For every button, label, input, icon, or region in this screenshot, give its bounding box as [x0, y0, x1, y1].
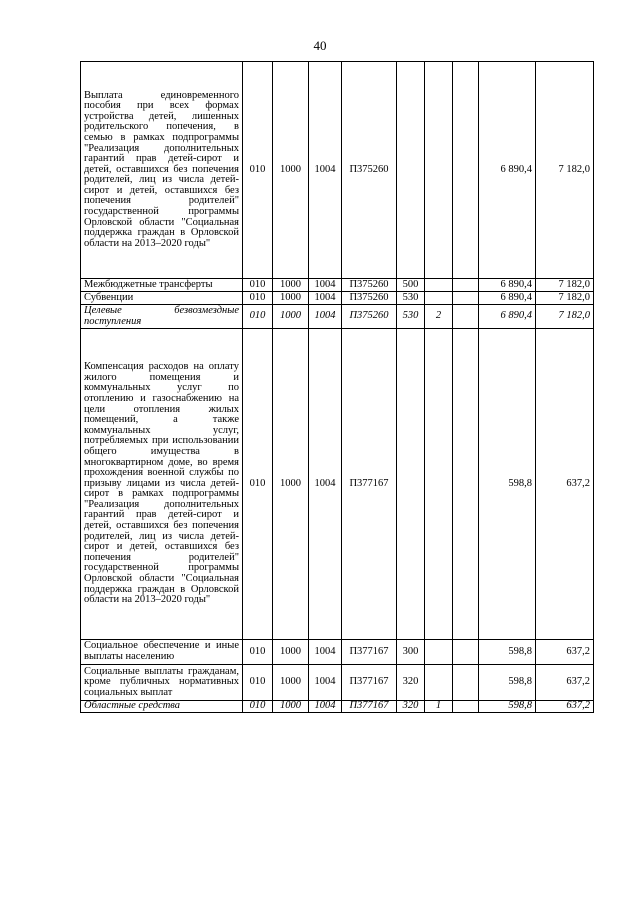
row-description: Областные средства [81, 701, 243, 713]
expense-type-code: 530 [397, 292, 425, 305]
funding-source-code [425, 292, 453, 305]
amount-year-2: 637,2 [536, 701, 594, 713]
amount-year-2: 7 182,0 [536, 279, 594, 292]
amount-year-1: 598,8 [479, 640, 536, 665]
funding-source-code: 1 [425, 701, 453, 713]
expense-type-code: 500 [397, 279, 425, 292]
target-article-code: П375260 [342, 279, 397, 292]
amount-year-1: 6 890,4 [479, 62, 536, 279]
ministry-code: 010 [243, 279, 273, 292]
amount-year-2: 7 182,0 [536, 305, 594, 329]
expense-type-code [397, 329, 425, 640]
target-article-code: П377167 [342, 665, 397, 701]
ministry-code: 010 [243, 701, 273, 713]
section-code: 1000 [273, 640, 309, 665]
subsection-code: 1004 [309, 292, 342, 305]
row-description: Социальное обеспечение и иные выплаты населению [81, 640, 243, 665]
amount-year-1: 598,8 [479, 701, 536, 713]
ministry-code: 010 [243, 665, 273, 701]
funding-source-code: 2 [425, 305, 453, 329]
target-article-code: П377167 [342, 701, 397, 713]
section-code: 1000 [273, 62, 309, 279]
subsection-code: 1004 [309, 701, 342, 713]
amount-year-1: 6 890,4 [479, 292, 536, 305]
table-row [81, 329, 594, 640]
subsection-code: 1004 [309, 279, 342, 292]
target-article-code: П377167 [342, 640, 397, 665]
funding-source-code [425, 279, 453, 292]
row-description: Субвенции [81, 292, 243, 305]
section-code: 1000 [273, 305, 309, 329]
amount-year-2: 637,2 [536, 640, 594, 665]
ministry-code: 010 [243, 62, 273, 279]
funding-source-code [425, 665, 453, 701]
subsection-code: 1004 [309, 62, 342, 279]
target-article-code: П375260 [342, 305, 397, 329]
extra-column [453, 62, 479, 279]
section-code: 1000 [273, 292, 309, 305]
extra-column [453, 279, 479, 292]
row-description: Социальные выплаты гражданам, кроме публичных нормативных социальных выплат [81, 665, 243, 701]
funding-source-code [425, 329, 453, 640]
ministry-code: 010 [243, 305, 273, 329]
section-code: 1000 [273, 701, 309, 713]
ministry-code: 010 [243, 640, 273, 665]
page-number: 40 [313, 38, 327, 53]
target-article-code: П375260 [342, 62, 397, 279]
amount-year-1: 6 890,4 [479, 305, 536, 329]
section-code: 1000 [273, 279, 309, 292]
table-row [81, 292, 594, 305]
ministry-code: 010 [243, 292, 273, 305]
row-description: Выплата единовременного пособия при всех формах устройства детей, лишенных родительского попечения, в семью в рамках подпрограммы "Реализация дополнительных гарантий прав детей-сирот и детей, оставшихся без попечения родителей, лиц из числа детей-сирот и детей, оставшихся без попечения родителей" государственной программы Орловской области "Социальная поддержка граждан в Орловской области на 2013–2020 годы" [81, 62, 243, 279]
extra-column [453, 665, 479, 701]
table-row [81, 640, 594, 665]
expense-type-code: 320 [397, 701, 425, 713]
subsection-code: 1004 [309, 329, 342, 640]
row-description: Межбюджетные трансферты [81, 279, 243, 292]
amount-year-1: 6 890,4 [479, 279, 536, 292]
amount-year-2: 7 182,0 [536, 62, 594, 279]
funding-source-code [425, 62, 453, 279]
amount-year-1: 598,8 [479, 665, 536, 701]
extra-column [453, 305, 479, 329]
section-code: 1000 [273, 665, 309, 701]
table-row [81, 305, 594, 329]
table-row [81, 62, 594, 279]
expense-type-code [397, 62, 425, 279]
expense-type-code: 320 [397, 665, 425, 701]
extra-column [453, 701, 479, 713]
amount-year-2: 637,2 [536, 329, 594, 640]
ministry-code: 010 [243, 329, 273, 640]
table-row [81, 701, 594, 713]
section-code: 1000 [273, 329, 309, 640]
extra-column [453, 292, 479, 305]
target-article-code: П375260 [342, 292, 397, 305]
subsection-code: 1004 [309, 640, 342, 665]
row-description: Компенсация расходов на оплату жилого помещения и коммунальных услуг по отоплению и газоснабжению на цели отопления жилых помещений, а также коммунальных услуг, потребляемых при использовании общего имущества в многоквартирном доме, во время прохождения военной службы по призыву лицами из числа детей-сирот в рамках подпрограммы "Реализация дополнительных гарантий прав детей-сирот и детей, оставшихся без попечения родителей, лиц из числа детей-сирот и детей, оставшихся без попечения родителей" государственной программы Орловской области "Социальная поддержка граждан в Орловской области на 2013–2020 годы" [81, 329, 243, 640]
expense-type-code: 300 [397, 640, 425, 665]
extra-column [453, 329, 479, 640]
table-row [81, 665, 594, 701]
amount-year-2: 637,2 [536, 665, 594, 701]
funding-source-code [425, 640, 453, 665]
row-description: Целевые безвозмездные поступления [81, 305, 243, 329]
amount-year-2: 7 182,0 [536, 292, 594, 305]
subsection-code: 1004 [309, 305, 342, 329]
budget-table [80, 61, 594, 713]
table-row [81, 279, 594, 292]
extra-column [453, 640, 479, 665]
subsection-code: 1004 [309, 665, 342, 701]
amount-year-1: 598,8 [479, 329, 536, 640]
target-article-code: П377167 [342, 329, 397, 640]
expense-type-code: 530 [397, 305, 425, 329]
